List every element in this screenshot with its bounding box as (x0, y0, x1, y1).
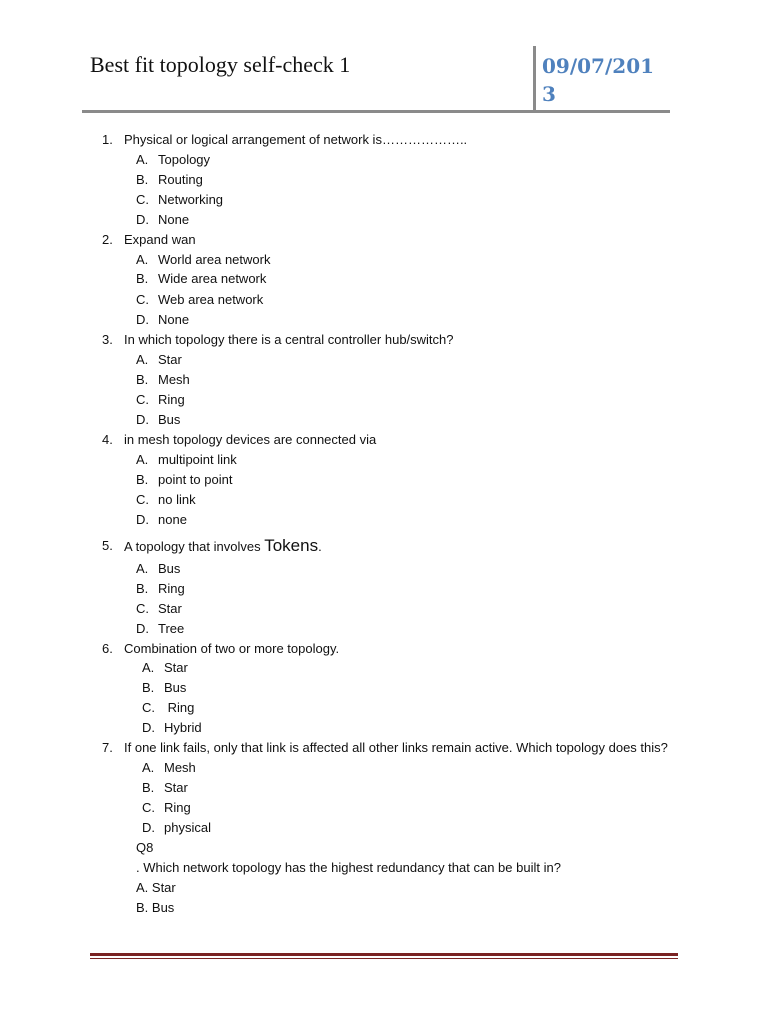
footer-divider-thin (90, 958, 678, 959)
option-text: Bus (158, 561, 181, 576)
option-letter: C. (142, 700, 155, 715)
option-letter: C. (142, 800, 155, 815)
option-text: Star (158, 352, 182, 367)
option-text: Ring (158, 392, 185, 407)
question-8-text: . Which network topology has the highest redundancy that can be built in? (136, 860, 561, 875)
option-text: Hybrid (164, 720, 202, 735)
option-text: none (158, 512, 187, 527)
option-text: Ring (164, 800, 191, 815)
option-text: None (158, 312, 190, 327)
option-letter: D. (136, 312, 149, 327)
option-letter: B. (136, 372, 149, 387)
option-letter: D. (136, 621, 149, 636)
option-text: Tree (158, 621, 185, 636)
option-text: Star (164, 780, 188, 795)
option-text: Star (158, 601, 182, 616)
option-letter: D. (142, 820, 155, 835)
option-text: physical (164, 820, 211, 835)
question-text-end: . (318, 539, 322, 554)
option: B. Bus (136, 900, 175, 915)
option-letter: C. (136, 492, 149, 507)
option-letter: B. (136, 472, 149, 487)
option-letter: B. (142, 680, 155, 695)
question-number: 3. (102, 332, 113, 347)
option-letter: A. (142, 760, 155, 775)
option-text: Routing (158, 172, 203, 187)
question-text: In which topology there is a central controller hub/switch? (124, 332, 454, 347)
header-date: 09/07/2013 (542, 54, 655, 106)
question-number: 4. (102, 432, 113, 447)
question-text: Physical or logical arrangement of network is……………….. (124, 132, 468, 147)
option-letter: D. (142, 720, 155, 735)
option: A. Star (136, 880, 176, 895)
option-letter: C. (136, 601, 149, 616)
option-letter: A. (136, 452, 149, 467)
option-letter: A. (136, 352, 149, 367)
question-text: in mesh topology devices are connected via (124, 432, 377, 447)
option-letter: D. (136, 412, 149, 427)
question-8-label: Q8 (136, 840, 154, 855)
option-text: None (158, 212, 190, 227)
option-letter: A. (136, 252, 149, 267)
question-text: A topology that involves (124, 539, 261, 554)
header-vertical-divider (533, 46, 536, 112)
option-letter: A. (142, 660, 155, 675)
option-text: Mesh (164, 760, 196, 775)
option-text: Bus (158, 412, 181, 427)
question-number: 1. (102, 132, 113, 147)
option-text: Star (164, 660, 188, 675)
option-text: Web area network (158, 292, 264, 307)
option-letter: B. (136, 172, 149, 187)
option-text: Bus (164, 680, 187, 695)
footer-divider (90, 953, 678, 956)
question-text: Combination of two or more topology. (124, 641, 340, 656)
option-text: Wide area network (158, 271, 267, 286)
question-number: 7. (102, 740, 113, 755)
option-letter: D. (136, 512, 149, 527)
option-letter: B. (142, 780, 155, 795)
header-divider (82, 110, 670, 113)
question-number: 6. (102, 641, 113, 656)
question-text: If one link fails, only that link is affected all other links remain active. Which topology does this? (124, 740, 668, 755)
option-text: point to point (158, 472, 233, 487)
option-text: Ring (164, 700, 195, 715)
question-text: Expand wan (124, 232, 196, 247)
question-text-group (124, 537, 322, 556)
page-title: Best fit topology self-check 1 (90, 52, 351, 77)
question-number: 2. (102, 232, 113, 247)
question-number: 5. (102, 538, 113, 553)
option-text: Networking (158, 192, 224, 207)
option-letter: A. (136, 152, 149, 167)
option-letter: C. (136, 292, 149, 307)
option-text: World area network (158, 252, 271, 267)
option-text: no link (158, 492, 196, 507)
question-text-emphasis: Tokens (264, 536, 319, 555)
option-text: Ring (158, 581, 185, 596)
option-letter: D. (136, 212, 149, 227)
option-text: Topology (158, 152, 211, 167)
option-text: multipoint link (158, 452, 237, 467)
option-text: Mesh (158, 372, 190, 387)
option-letter: B. (136, 581, 149, 596)
option-letter: A. (136, 561, 149, 576)
option-letter: C. (136, 392, 149, 407)
option-letter: B. (136, 271, 149, 286)
option-letter: C. (136, 192, 149, 207)
